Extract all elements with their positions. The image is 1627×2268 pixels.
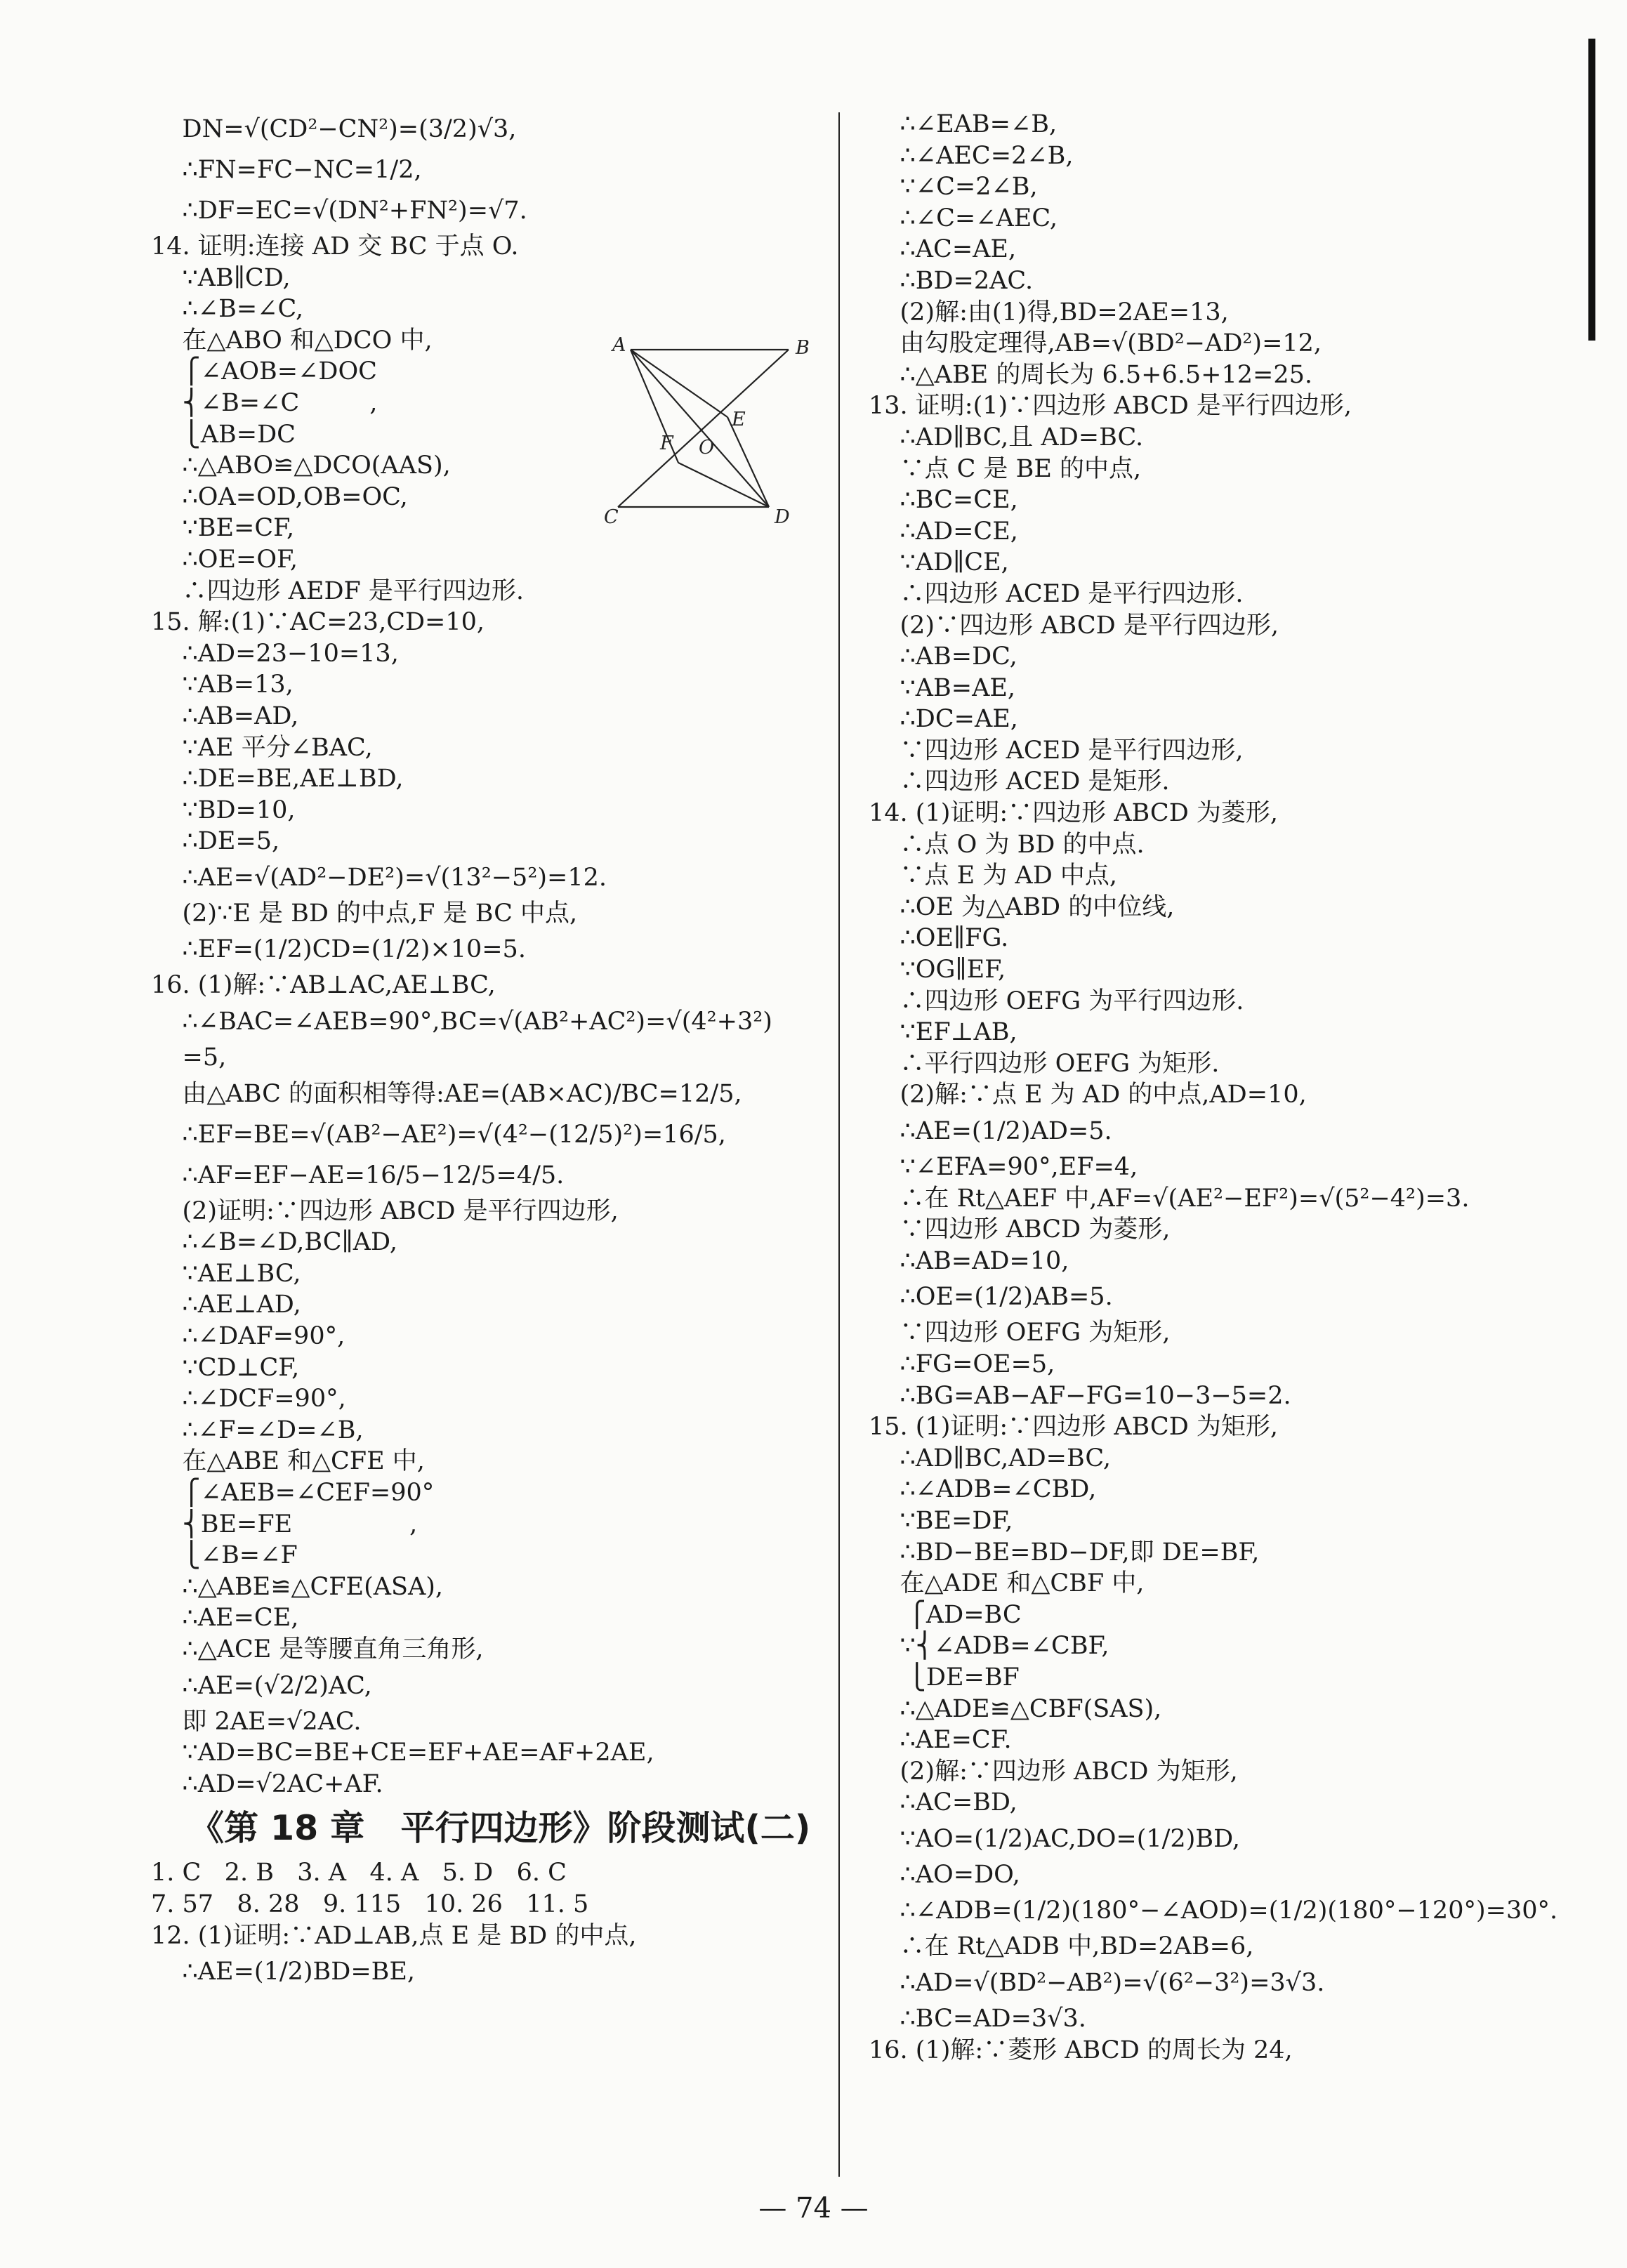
text-line: ∴∠AEC=2∠B, bbox=[869, 141, 1074, 170]
text-line: ∴AE=√(AD²−DE²)=√(13²−5²)=12. bbox=[151, 863, 607, 892]
text-line: ∴OA=OD,OB=OC, bbox=[151, 482, 408, 511]
text-line: ∴AE=CE, bbox=[151, 1604, 299, 1633]
text-line: =5, bbox=[151, 1043, 227, 1072]
text-line: ∵∠C=2∠B, bbox=[869, 173, 1038, 202]
text-line: ∴AC=AE, bbox=[869, 235, 1017, 264]
label-o: O bbox=[699, 437, 715, 459]
text-line: ∵四边形 ABCD 为菱形, bbox=[869, 1215, 1171, 1244]
segment-bc bbox=[618, 350, 789, 507]
text-line: ∴△ADE≌△CBF(SAS), bbox=[869, 1694, 1162, 1723]
text-line: ∴AE=(√2/2)AC, bbox=[151, 1671, 372, 1700]
text-line: ⎧∠AEB=∠CEF=90° bbox=[151, 1479, 435, 1507]
text-line: 14. 证明:连接 AD 交 BC 于点 O. bbox=[151, 232, 519, 261]
text-line: 15. (1)证明:∵四边形 ABCD 为矩形, bbox=[869, 1413, 1279, 1442]
text-line: ∴AD∥BC,AD=BC, bbox=[869, 1444, 1111, 1472]
text-line: ∴四边形 AEDF 是平行四边形. bbox=[151, 576, 525, 605]
text-line: ∴∠EAB=∠B, bbox=[869, 110, 1058, 138]
column-divider bbox=[838, 112, 840, 2177]
text-line: 在△ADE 和△CBF 中, bbox=[869, 1569, 1145, 1598]
text-line: (2)∵E 是 BD 的中点,F 是 BC 中点, bbox=[151, 899, 578, 928]
text-line: ∴四边形 OEFG 为平行四边形. bbox=[869, 987, 1244, 1015]
text-line: ∴OE=(1/2)AB=5. bbox=[869, 1283, 1113, 1312]
text-line: ∴AO=DO, bbox=[869, 1860, 1020, 1889]
text-line: (2)∵四边形 ABCD 是平行四边形, bbox=[869, 611, 1279, 640]
text-line: ∵AE 平分∠BAC, bbox=[151, 733, 373, 762]
text-line: ∴四边形 ACED 是平行四边形. bbox=[869, 579, 1244, 608]
text-line: ∵AB=AE, bbox=[869, 673, 1016, 702]
text-line: ∴点 O 为 BD 的中点. bbox=[869, 830, 1145, 859]
text-line: ∵AE⊥BC, bbox=[151, 1259, 301, 1288]
text-line: ∵BD=10, bbox=[151, 796, 296, 824]
text-line: ∵BE=DF, bbox=[869, 1506, 1013, 1535]
text-line: ∵CD⊥CF, bbox=[151, 1353, 300, 1382]
section-heading: 《第 18 章 平行四边形》阶段测试(二) bbox=[190, 1808, 811, 1849]
text-line: ∴△ABE 的周长为 6.5+6.5+12=25. bbox=[869, 360, 1312, 389]
label-f: F bbox=[660, 433, 673, 454]
text-line: ⎩∠B=∠F bbox=[151, 1541, 298, 1570]
label-a: A bbox=[612, 334, 626, 356]
text-line: (2)解:∵点 E 为 AD 的中点,AD=10, bbox=[869, 1081, 1307, 1109]
text-line: ∴EF=(1/2)CD=(1/2)×10=5. bbox=[151, 935, 526, 964]
text-line: 在△ABE 和△CFE 中, bbox=[151, 1447, 425, 1476]
text-line: 即 2AE=√2AC. bbox=[151, 1707, 362, 1736]
text-line: ∵AO=(1/2)AC,DO=(1/2)BD, bbox=[869, 1824, 1241, 1853]
text-line: 16. (1)解:∵AB⊥AC,AE⊥BC, bbox=[151, 971, 496, 1000]
text-line: ∴BD−BE=BD−DF,即 DE=BF, bbox=[869, 1538, 1260, 1567]
text-line: ⎨BE=FE , bbox=[151, 1510, 418, 1538]
text-line: ∴∠ADB=∠CBD, bbox=[869, 1475, 1097, 1504]
geometry-figure bbox=[602, 330, 834, 534]
text-line: ∴AE=CF. bbox=[869, 1726, 1012, 1755]
segment-ed bbox=[727, 417, 769, 507]
text-line: 16. (1)解:∵菱形 ABCD 的周长为 24, bbox=[869, 2036, 1293, 2064]
text-line: ∴AF=EF−AE=16/5−12/5=4/5. bbox=[151, 1161, 565, 1189]
text-line: ∴FN=FC−NC=1/2, bbox=[151, 156, 422, 184]
text-line: ∵点 E 为 AD 中点, bbox=[869, 862, 1118, 890]
label-e: E bbox=[732, 409, 746, 430]
text-line: ∵EF⊥AB, bbox=[869, 1018, 1017, 1047]
text-line: ∴AD∥BC,且 AD=BC. bbox=[869, 423, 1144, 451]
text-line: 由△ABC 的面积相等得:AE=(AB×AC)/BC=12/5, bbox=[151, 1079, 742, 1108]
text-line: ∴OE=OF, bbox=[151, 545, 298, 574]
text-line: ∴平行四边形 OEFG 为矩形. bbox=[869, 1049, 1220, 1078]
text-line: 13. 证明:(1)∵四边形 ABCD 是平行四边形, bbox=[869, 392, 1352, 421]
text-line: ∵OG∥EF, bbox=[869, 956, 1006, 984]
text-line: (2)解:由(1)得,BD=2AE=13, bbox=[869, 298, 1229, 327]
text-line: ∵四边形 ACED 是平行四边形, bbox=[869, 736, 1244, 765]
text-line: ∴AE=(1/2)BD=BE, bbox=[151, 1958, 416, 1986]
text-line: ∴△ACE 是等腰直角三角形, bbox=[151, 1635, 484, 1663]
text-line: ∴AB=AD=10, bbox=[869, 1246, 1069, 1275]
text-line: ∵∠EFA=90°,EF=4, bbox=[869, 1153, 1138, 1181]
text-line: ∵AB∥CD, bbox=[151, 263, 291, 292]
text-line: ∴FG=OE=5, bbox=[869, 1350, 1055, 1378]
text-line: (2)证明:∵四边形 ABCD 是平行四边形, bbox=[151, 1196, 619, 1225]
label-d: D bbox=[775, 506, 790, 528]
text-line: ∴∠B=∠C, bbox=[151, 295, 304, 324]
text-line: ∵AD=BC=BE+CE=EF+AE=AF+2AE, bbox=[151, 1739, 654, 1767]
text-line: 14. (1)证明:∵四边形 ABCD 为菱形, bbox=[869, 799, 1279, 828]
label-c: C bbox=[604, 506, 619, 528]
text-line: ∴在 Rt△ADB 中,BD=2AB=6, bbox=[869, 1932, 1254, 1961]
text-line: 15. 解:(1)∵AC=23,CD=10, bbox=[151, 608, 485, 637]
text-line: ∴在 Rt△AEF 中,AF=√(AE²−EF²)=√(5²−4²)=3. bbox=[869, 1184, 1470, 1213]
text-line: DN=√(CD²−CN²)=(3/2)√3, bbox=[151, 115, 517, 143]
text-line: ∴AD=√(BD²−AB²)=√(6²−3²)=3√3. bbox=[869, 1969, 1325, 1998]
text-line: ∴DE=BE,AE⊥BD, bbox=[151, 765, 404, 793]
text-line: ∵BE=CF, bbox=[151, 514, 295, 543]
segment-ad bbox=[631, 350, 769, 507]
right-column bbox=[869, 109, 1558, 2066]
segment-fd bbox=[678, 463, 769, 507]
text-line: ∴DF=EC=√(DN²+FN²)=√7. bbox=[151, 197, 527, 225]
scan-edge-mark bbox=[1588, 39, 1595, 341]
text-line: ⎧∠AOB=∠DOC bbox=[151, 357, 377, 386]
text-line: ⎨∠B=∠C , bbox=[151, 388, 378, 417]
text-line: ∴∠F=∠D=∠B, bbox=[151, 1416, 364, 1444]
text-line: ∵四边形 OEFG 为矩形, bbox=[869, 1319, 1171, 1347]
text-line: ∴DC=AE, bbox=[869, 705, 1018, 734]
text-line: ∴DE=5, bbox=[151, 827, 280, 856]
text-line: ∴四边形 ACED 是矩形. bbox=[869, 767, 1170, 796]
text-line: ∴∠C=∠AEC, bbox=[869, 204, 1058, 232]
text-line: ∴∠DAF=90°, bbox=[151, 1322, 345, 1351]
text-line: ∵点 C 是 BE 的中点, bbox=[869, 454, 1142, 483]
text-line: 7. 57 8. 28 9. 115 10. 26 11. 5 bbox=[151, 1890, 589, 1918]
text-line: ∴BC=CE, bbox=[869, 486, 1018, 515]
text-line: ∴△ABE≌△CFE(ASA), bbox=[151, 1572, 444, 1601]
text-line: 在△ABO 和△DCO 中, bbox=[151, 326, 433, 355]
text-line: ∴AB=DC, bbox=[869, 642, 1017, 671]
text-line: ∴OE 为△ABD 的中位线, bbox=[869, 892, 1175, 921]
text-line: ∴BD=2AC. bbox=[869, 266, 1034, 295]
text-line: ∴∠DCF=90°, bbox=[151, 1385, 346, 1413]
text-line: ∴AB=AD, bbox=[151, 701, 299, 730]
text-line: ∴∠ADB=(1/2)(180°−∠AOD)=(1/2)(180°−120°)=30°. bbox=[869, 1897, 1558, 1925]
text-line: ∴∠B=∠D,BC∥AD, bbox=[151, 1228, 397, 1257]
label-b: B bbox=[796, 337, 810, 359]
text-line: ∴AE⊥AD, bbox=[151, 1291, 301, 1319]
text-line: ∴BC=AD=3√3. bbox=[869, 2005, 1086, 2033]
text-line: ∴BG=AB−AF−FG=10−3−5=2. bbox=[869, 1381, 1291, 1410]
text-line: (2)解:∵四边形 ABCD 为矩形, bbox=[869, 1757, 1238, 1786]
text-line: ∵AB=13, bbox=[151, 671, 294, 699]
text-line: 由勾股定理得,AB=√(BD²−AD²)=12, bbox=[869, 329, 1322, 358]
text-line: ∴AD=CE, bbox=[869, 517, 1018, 546]
text-line: ∵⎨∠ADB=∠CBF, bbox=[869, 1632, 1109, 1661]
text-line: ∴AD=23−10=13, bbox=[151, 639, 399, 668]
text-line: ∴∠BAC=∠AEB=90°,BC=√(AB²+AC²)=√(4²+3²) bbox=[151, 1008, 772, 1036]
text-line: ∴OE∥FG. bbox=[869, 924, 1009, 953]
text-line: ∴AD=√2AC+AF. bbox=[151, 1769, 383, 1798]
page-number: — 74 — bbox=[758, 2192, 869, 2224]
text-line: ⎩DE=BF bbox=[869, 1663, 1020, 1692]
text-line: ∴AE=(1/2)AD=5. bbox=[869, 1117, 1112, 1145]
text-line: ∵AD∥CE, bbox=[869, 548, 1009, 577]
text-line: 12. (1)证明:∵AD⊥AB,点 E 是 BD 的中点, bbox=[151, 1921, 637, 1950]
text-line: ∴△ABO≌△DCO(AAS), bbox=[151, 451, 451, 480]
text-line: ∴AC=BD, bbox=[869, 1788, 1017, 1817]
text-line: ∴EF=BE=√(AB²−AE²)=√(4²−(12/5)²)=16/5, bbox=[151, 1120, 726, 1149]
text-line: ⎩AB=DC bbox=[151, 420, 296, 449]
text-line: 1. C 2. B 3. A 4. A 5. D 6. C bbox=[151, 1859, 567, 1887]
text-line: ⎧AD=BC bbox=[869, 1600, 1022, 1629]
